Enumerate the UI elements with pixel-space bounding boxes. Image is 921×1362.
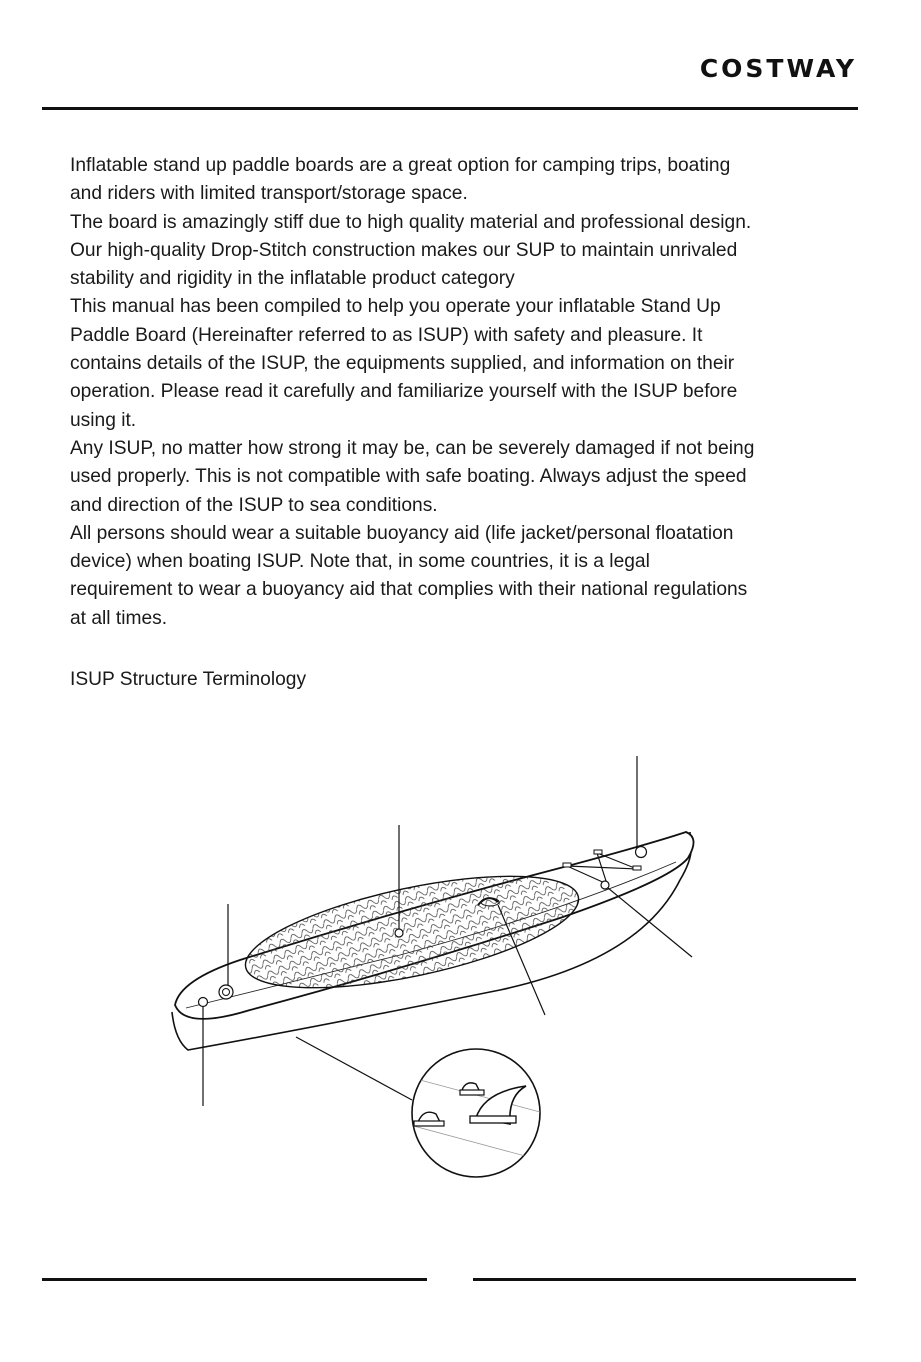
costway-logo: COSTWAY: [699, 54, 857, 83]
text-line: This manual has been compiled to help you operate your inflatable Stand Up: [70, 296, 721, 318]
text-line: contains details of the ISUP, the equipments supplied, and information on their: [70, 353, 735, 375]
text-line: Our high-quality Drop-Stitch construction makes our SUP to maintain unrivaled: [70, 239, 738, 261]
header-divider: [42, 107, 858, 110]
text-line: stability and rigidity in the inflatable product category: [70, 268, 515, 290]
text-line: device) when boating ISUP. Note that, in some countries, it is a legal: [70, 551, 650, 573]
intro-paragraph: [70, 152, 850, 633]
isup-structure-diagram: [0, 740, 921, 1180]
intro-text: [70, 152, 850, 633]
text-line: The board is amazingly stiff due to high quality material and professional design.: [70, 211, 752, 233]
text-line: at all times.: [70, 607, 168, 629]
text-line: All persons should wear a suitable buoyancy aid (life jacket/personal floatation: [70, 522, 734, 544]
text-line: Any ISUP, no matter how strong it may be, can be severely damaged if not being: [70, 437, 755, 459]
text-line: operation. Please read it carefully and familiarize yourself with the ISUP before: [70, 381, 738, 403]
paddle-board-illustration: [0, 740, 921, 1180]
text-line: Paddle Board (Hereinafter referred to as ISUP) with safety and pleasure. It: [70, 324, 703, 346]
text-line: using it.: [70, 409, 137, 431]
text-line: and direction of the ISUP to sea conditions.: [70, 494, 438, 516]
fin-detail-inset: [410, 1049, 540, 1177]
text-line: requirement to wear a buoyancy aid that complies with their national regulations: [70, 579, 748, 601]
footer-divider-right: [473, 1278, 856, 1281]
text-line: Inflatable stand up paddle boards are a great option for camping trips, boating: [70, 155, 731, 176]
section-title: ISUP Structure Terminology: [70, 669, 307, 690]
text-line: used properly. This is not compatible with safe boating. Always adjust the speed: [70, 466, 747, 488]
text-line: and riders with limited transport/storage space.: [70, 183, 468, 205]
footer-divider-left: [42, 1278, 427, 1281]
